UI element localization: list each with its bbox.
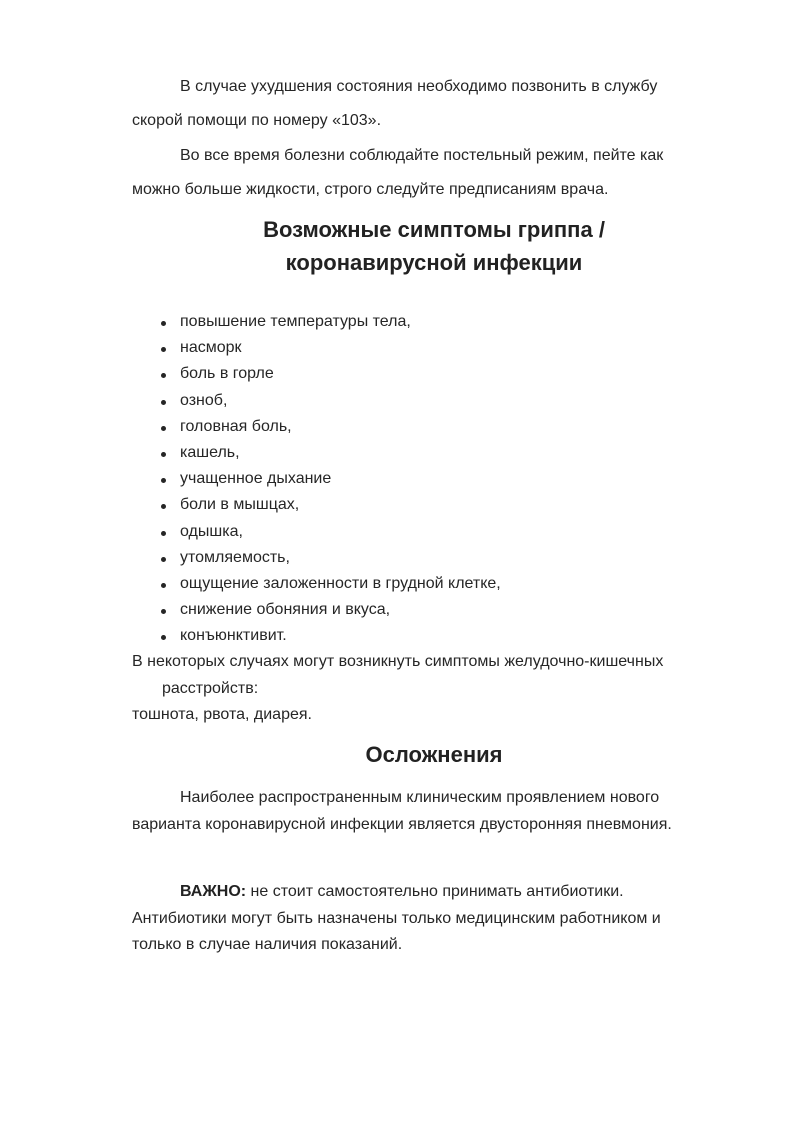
bullet-icon — [161, 452, 166, 457]
list-item — [132, 597, 732, 623]
gi-line: В некоторых случаях могут возникнуть симптомы желудочно-кишечных — [132, 653, 664, 670]
bullet-icon — [161, 321, 166, 326]
list-item — [132, 440, 732, 466]
symptoms-heading-line: коронавирусной инфекции — [285, 250, 583, 275]
symptoms-list — [132, 309, 732, 650]
bullet-icon — [161, 583, 166, 588]
complications-line: варианта коронавирусной инфекции является двусторонняя пневмония. — [132, 815, 672, 833]
bullet-icon — [161, 635, 166, 640]
bullet-icon — [161, 400, 166, 405]
warning-first-line — [132, 879, 624, 906]
complications-paragraph — [132, 785, 732, 838]
list-item — [132, 466, 732, 492]
list-item — [132, 335, 732, 361]
symptom-text: конъюнктивит. — [180, 627, 287, 645]
warning-line: Антибиотики могут быть назначены только медицинским работником и — [132, 909, 661, 927]
symptom-text: головная боль, — [180, 417, 292, 435]
intro-line: В случае ухудшения состояния необходимо позвонить в службу — [180, 78, 658, 95]
gi-list: тошнота, рвота, диарея. — [132, 706, 312, 723]
intro-line: можно больше жидкости, строго следуйте предписаниям врача. — [132, 181, 609, 198]
intro-paragraph-regimen — [132, 139, 732, 207]
complications-line: Наиболее распространенным клиническим проявлением нового — [180, 789, 660, 806]
gi-symptoms-paragraph — [132, 649, 732, 729]
bullet-icon — [161, 426, 166, 431]
warning-label: ВАЖНО: — [180, 883, 247, 900]
list-item — [132, 492, 732, 518]
symptoms-heading-line: Возможные симптомы гриппа / — [263, 217, 605, 242]
gi-line: расстройств: — [162, 679, 259, 697]
bullet-icon — [161, 609, 166, 614]
bullet-icon — [161, 478, 166, 483]
symptoms-heading — [132, 213, 736, 279]
symptom-text: кашель, — [180, 444, 240, 462]
symptom-text: озноб, — [180, 391, 228, 409]
symptom-text: ощущение заложенности в грудной клетке, — [180, 575, 501, 593]
warning-line: не стоит самостоятельно принимать антибиотики. — [246, 883, 624, 900]
list-item — [132, 519, 732, 545]
complications-heading: Осложнения — [365, 742, 503, 767]
intro-line: скорой помощи по номеру «103». — [132, 112, 382, 129]
bullet-icon — [161, 557, 166, 562]
list-item — [132, 361, 732, 387]
list-item — [132, 623, 732, 649]
bullet-icon — [161, 373, 166, 378]
warning-paragraph — [132, 879, 732, 959]
list-item — [132, 571, 732, 597]
warning-line: только в случае наличия показаний. — [132, 936, 403, 953]
list-item — [132, 545, 732, 571]
symptom-text: боли в мышцах, — [180, 496, 300, 514]
list-item — [132, 388, 732, 414]
intro-line: Во все время болезни соблюдайте постельный режим, пейте как — [180, 147, 664, 164]
symptom-text: снижение обоняния и вкуса, — [180, 601, 391, 619]
list-item — [132, 414, 732, 440]
symptom-text: утомляемость, — [180, 548, 290, 566]
symptom-text: учащенное дыхание — [180, 470, 332, 488]
symptom-text: повышение температуры тела, — [180, 313, 411, 330]
intro-paragraph-emergency — [132, 70, 732, 138]
bullet-icon — [161, 347, 166, 352]
bullet-icon — [161, 531, 166, 536]
symptom-text: одышка, — [180, 522, 243, 540]
symptom-text: боль в горле — [180, 365, 274, 383]
list-item — [132, 309, 732, 335]
symptom-text: насморк — [180, 339, 242, 357]
bullet-icon — [161, 504, 166, 509]
